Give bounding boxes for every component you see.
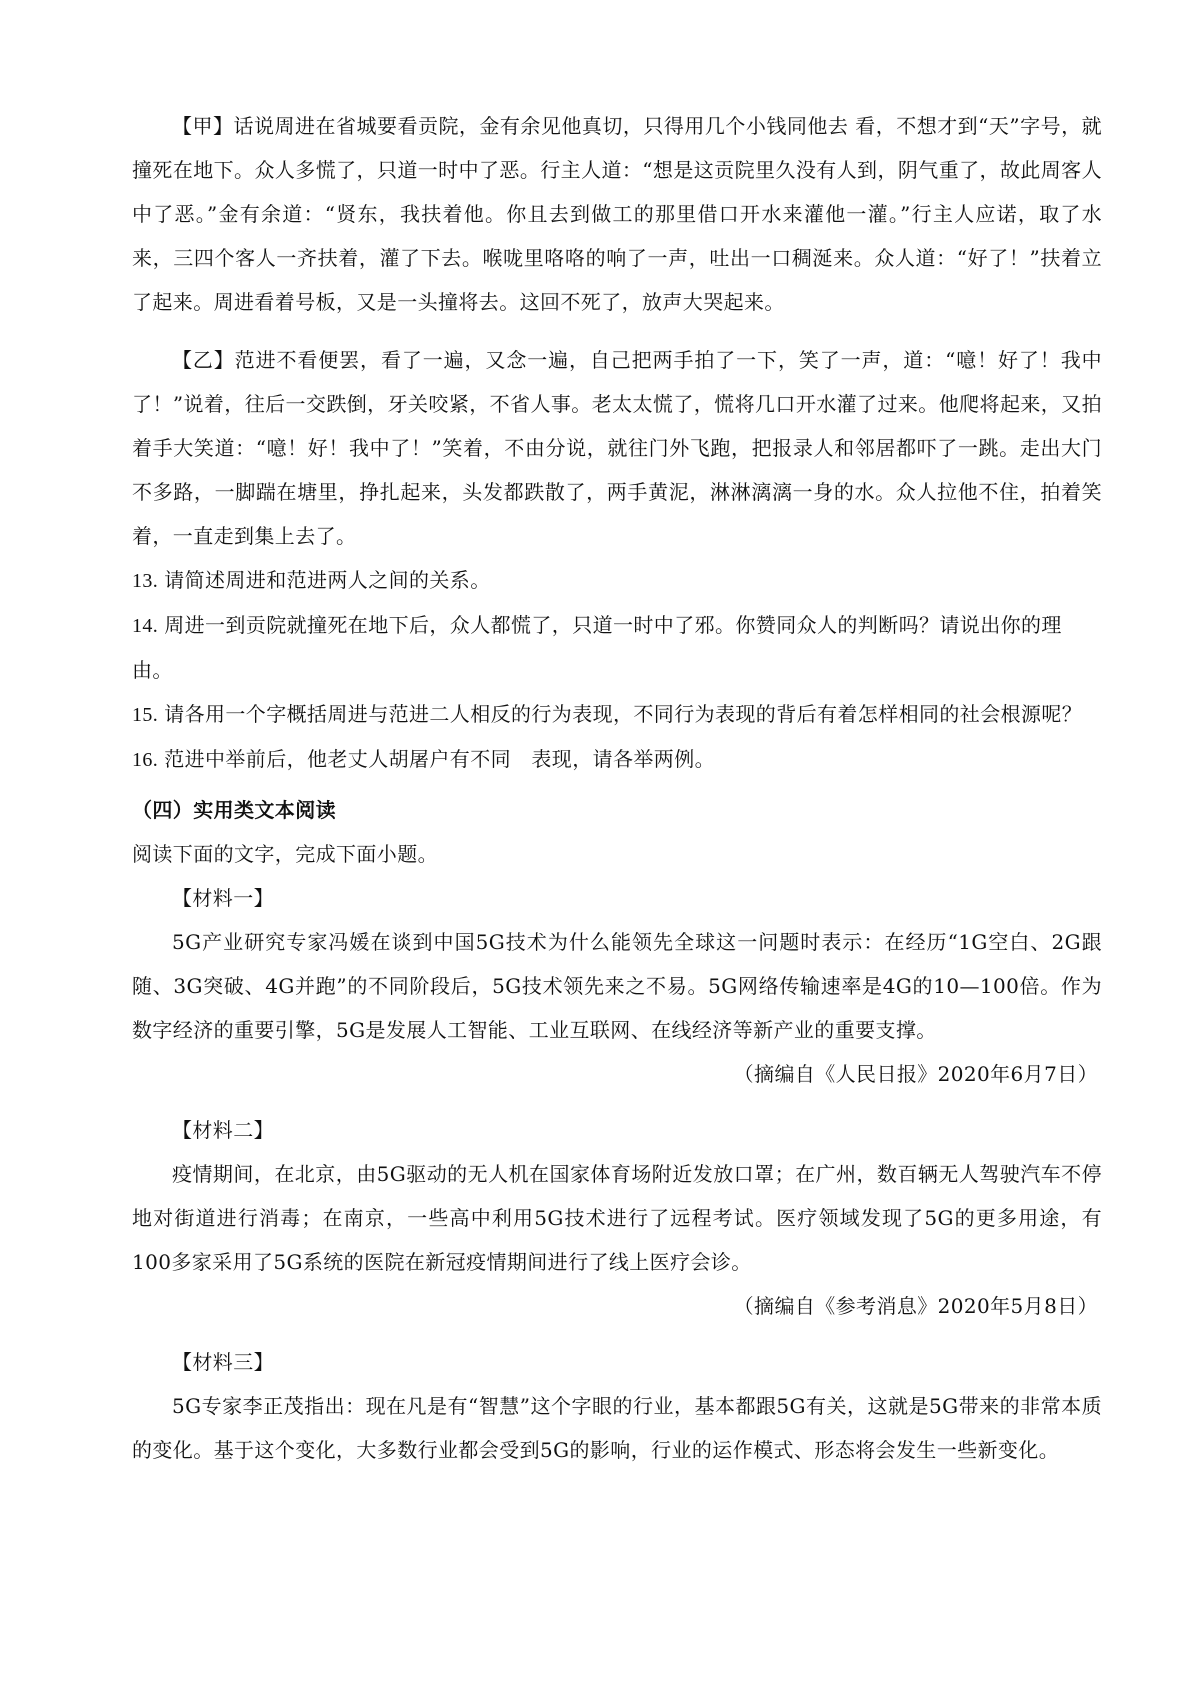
material-2-source: （摘编自《参考消息》2020年5月8日） (733, 1294, 1098, 1318)
question-number: 16. (132, 749, 159, 771)
question-number: 15. (132, 704, 159, 726)
material-2-label: 【材料二】 (172, 1118, 274, 1142)
section-title: （四）实用类文本阅读 (132, 798, 336, 822)
material-3-text: 5G专家李正茂指出：现在凡是有“智慧”这个字眼的行业，基本都跟5G有关，这就是5G带来的非常本质的变化。基于这个变化，大多数行业都会受到5G的影响，行业的运作模式、形态将会发生一些新变化。 (132, 1394, 1102, 1462)
material-1-source: （摘编自《人民日报》2020年6月7日） (733, 1062, 1098, 1086)
passage-jia: 【甲】话说周进在省城要看贡院，金有余见他真切，只得用几个小钱同他去 看，不想才到“天”字号，就撞死在地下。众人多慌了，只道一时中了恶。行主人道：“想是这贡院里久没有人到，阴气重了，故此周客人中了恶。”金有余道：“贤东，我扶着他。你且去到做工的那里借口开水来灌他一灌。”行主人应诺，取了水来，三四个客人一齐扶着，灌了下去。喉咙里咯咯的响了一声，吐出一口稠涎来。众人道：“好了！”扶着立了起来。周进看着号板，又是一头撞将去。这回不死了，放声大哭起来。 (132, 114, 1102, 314)
question-16 (132, 737, 1102, 782)
material-3-label: 【材料三】 (172, 1350, 274, 1374)
material-2-text: 疫情期间，在北京，由5G驱动的无人机在国家体育场附近发放口罩；在广州，数百辆无人驾驶汽车不停地对街道进行消毒；在南京，一些高中利用5G技术进行了远程考试。医疗领域发现了5G的更多用途，有100多家采用了5G系统的医院在新冠疫情期间进行了线上医疗会诊。 (132, 1162, 1102, 1274)
question-13 (132, 558, 1102, 603)
question-14 (132, 603, 1102, 692)
question-15 (132, 692, 1102, 737)
passage-yi: 【乙】范进不看便罢，看了一遍，又念一遍，自己把两手拍了一下，笑了一声，道：“噫！好了！我中了！”说着，往后一交跌倒，牙关咬紧，不省人事。老太太慌了，慌将几口开水灌了过来。他爬将起来，又拍着手大笑道：“噫！好！我中了！”笑着，不由分说，就往门外飞跑，把报录人和邻居都吓了一跳。走出大门不多路，一脚踹在塘里，挣扎起来，头发都跌散了，两手黄泥，淋淋漓漓一身的水。众人拉他不住，拍着笑着，一直走到集上去了。 (132, 348, 1102, 548)
material-1-label: 【材料一】 (172, 886, 274, 910)
material-1-text: 5G产业研究专家冯媛在谈到中国5G技术为什么能领先全球这一问题时表示：在经历“1G空白、2G跟随、3G突破、4G并跑”的不同阶段后，5G技术领先来之不易。5G网络传输速率是4G的10—100倍。作为数字经济的重要引擎，5G是发展人工智能、工业互联网、在线经济等新产业的重要支撑。 (132, 930, 1102, 1042)
section-instruction: 阅读下面的文字，完成下面小题。 (132, 842, 438, 866)
question-text: 请各用一个字概括周进与范进二人相反的行为表现，不同行为表现的背后有着怎样相同的社会根源呢？ (164, 702, 1083, 726)
question-number: 13. (132, 570, 159, 592)
question-text: 范进中举前后，他老丈人胡屠户有不同 表现，请各举两例。 (164, 747, 716, 771)
question-text: 请简述周进和范进两人之间的关系。 (164, 568, 491, 592)
question-number: 14. (132, 615, 159, 637)
question-text: 周进一到贡院就撞死在地下后，众人都慌了，只道一时中了邪。你赞同众人的判断吗？请说出你的理由。 (132, 613, 1062, 682)
